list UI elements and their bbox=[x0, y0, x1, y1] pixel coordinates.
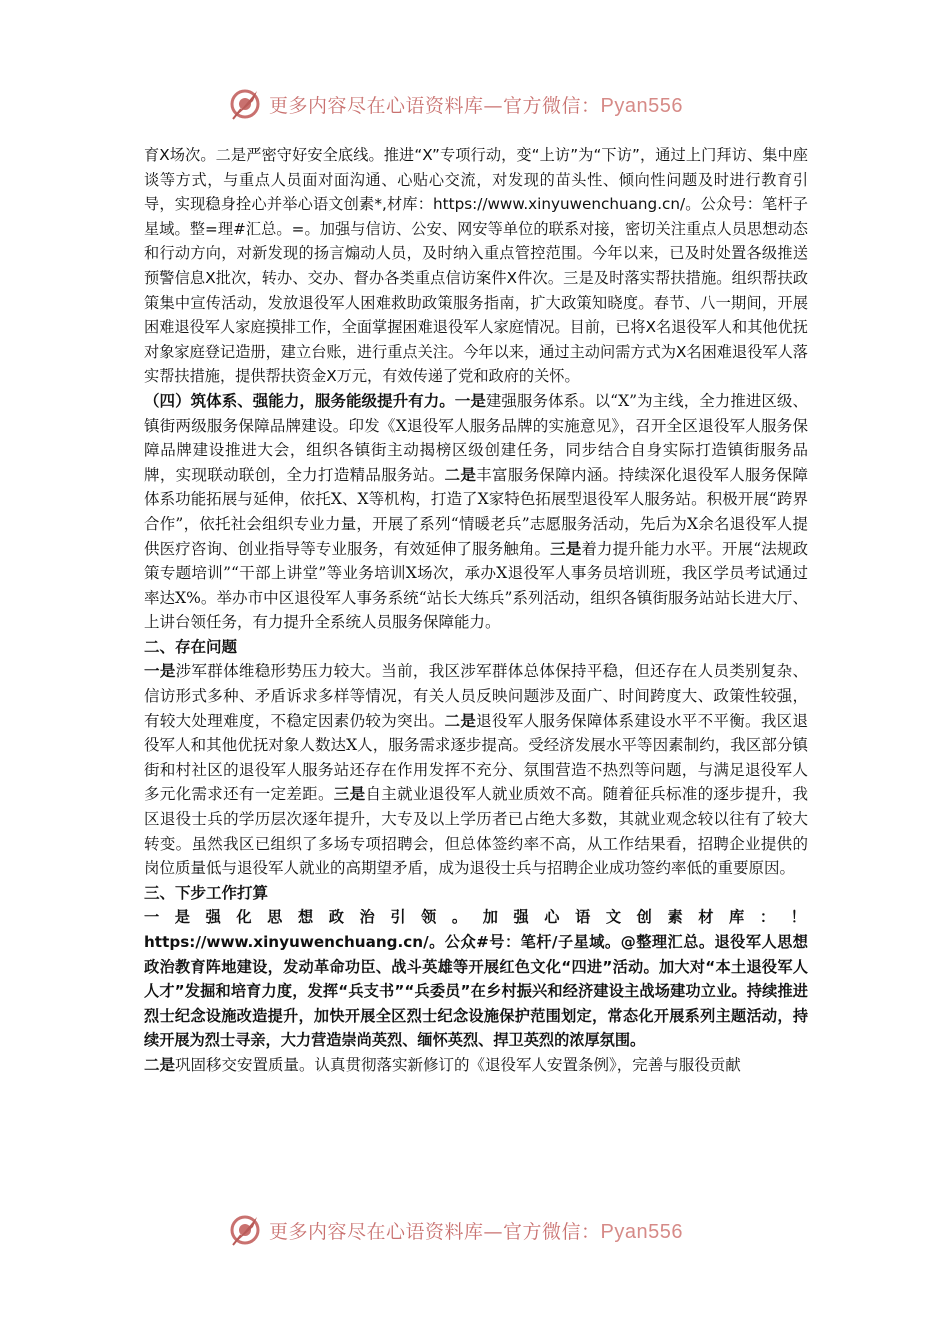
watermark-label: 更多内容尽在心语资料库—官方微信： bbox=[269, 94, 601, 117]
paragraph: 育X场次。二是严密守好安全底线。推进“X”专项行动，变“上访”为“下访”，通过上门拜访、集中座谈等方式，与重点人员面对面沟通、心贴心交流，对发现的苗头性、倾向性问题及时进行教育引导，实现稳身拴心并举心语文创素*,材库：https://www.xinyuwenchuang.cn/。公众号：笔杆子星域。整=理#汇总。=。加强与信访、公安、网安等单位的联系对接，密切关注重点人员思想动态和行动方向，对新发现的扬言煽动人员，及时纳入重点管控范围。今年以来，已及时处置各级推送预警信息X批次，转办、交办、督办各类重点信访案件X件次。三是及时落实帮扶措施。组织帮扶政策集中宣传活动，发放退役军人困难救助政策服务指南，扩大政策知晓度。春节、八一期间，开展困难退役军人家庭摸排工作，全面掌握困难退役军人家庭情况。目前，已将X名退役军人和其他优抚对象家庭登记造册，建立台账，进行重点关注。今年以来，通过主动问需方式为X名困难退役军人落实帮扶措施，提供帮扶资金X万元，有效传递了党和政府的关怀。 bbox=[144, 146, 808, 386]
quill-logo-icon bbox=[229, 1213, 263, 1247]
item-text: 退役军人服务保障体系建设水平不平衡。我区退役军人和其他优抚对象人数达X人，服务需求逐步提高。受经济发展水平等因素制约，我区部分镇街和村社区的退役军人服务站还存在作用发挥不充分、氛围营造不热烈等问题，与满足退役军人多元化需求还有一定差距。 bbox=[144, 711, 808, 804]
watermark-text bbox=[269, 91, 683, 118]
header-watermark bbox=[229, 84, 749, 124]
item-text: 一是强化思想政治引领。加强心语文创素材库：！ bbox=[144, 908, 808, 927]
item-text: 丰富服务保障内涵。持续深化退役军人服务保障体系功能拓展与延伸，依托X、X等机构，打造了X家特色拓展型退役军人服务站。积极开展“跨界合作”，依托社会组织专业力量，开展了系列“情暖老兵”志愿服务活动，先后为X余名退役军人提供医疗咨询、创业指导等专业服务，有效延伸了服务触角。 bbox=[144, 465, 808, 558]
wechat-id: Pyan556 bbox=[600, 1220, 683, 1243]
footer-watermark bbox=[229, 1210, 749, 1250]
item-text: 巩固移交安置质量。认真贯彻落实新修订的《退役军人安置条例》，完善与服役贡献 bbox=[175, 1055, 741, 1074]
item-text: 着力提升能力水平。开展“法规政策专题培训”“干部上讲堂”等业务培训X场次，承办X退役军人事务员培训班，我区学员考试通过率达X%。举办市中区退役军人事务系统“站长大练兵”系列活动，组织各镇街服务站站长进大厅、上讲台领任务，有力提升全系统人员服务保障能力。 bbox=[144, 539, 808, 632]
watermark-text bbox=[269, 1217, 683, 1244]
document-body bbox=[144, 143, 808, 1078]
item-lead: 三是 bbox=[333, 784, 366, 804]
quill-logo-icon bbox=[229, 87, 263, 121]
section-heading: 二、存在问题 bbox=[144, 636, 238, 656]
item-text: 涉军群体维稳形势压力较大。当前，我区涉军群体总体保持平稳，但还存在人员类别复杂、信访形式多种、矛盾诉求多样等情况，有关人员反映问题涉及面广、时间跨度大、政策性较强，有较大处理难度，不稳定因素仍较为突出。 bbox=[144, 662, 808, 730]
wechat-id: Pyan556 bbox=[600, 94, 683, 117]
item-lead: 三是 bbox=[550, 538, 582, 558]
item-lead: 二是 bbox=[144, 1054, 176, 1074]
item-text: 自主就业退役军人就业质效不高。随着征兵标准的逐步提升，我区退役士兵的学历层次逐年提升，大专及以上学历者已占绝大多数，其就业观念较以往有了较大转变。虽然我区已组织了多场专项招聘会，但总体签约率不高，从工作结果看，招聘企业提供的岗位质量低与退役军人就业的高期望矛盾，成为退役士兵与招聘企业成功签约率低的重要原因。 bbox=[144, 785, 808, 878]
item-lead: 二是 bbox=[444, 464, 477, 484]
paragraph bbox=[144, 905, 808, 1053]
item-lead: 二是 bbox=[444, 710, 477, 730]
paragraph bbox=[144, 659, 808, 880]
item-text: 建强服务体系。以“X”为主线，全力推进区级、镇街两级服务保障品牌建设。印发《X退役军人服务品牌的实施意见》，召开全区退役军人服务保障品牌建设推进大会，组织各镇街主动揭榜区级创建任务，同步结合自身实际打造镇街服务品牌，实现联动联创，全力打造精品服务站。 bbox=[144, 391, 808, 484]
watermark-label: 更多内容尽在心语资料库—官方微信： bbox=[269, 1220, 601, 1243]
paragraph bbox=[144, 389, 808, 635]
item-lead: 一是 bbox=[144, 661, 176, 681]
item-text: https://www.xinyuwenchuang.cn/。公众#号：笔杆/子星域。@整理汇总。退役军人思想政治教育阵地建设，发动革命功臣、战斗英雄等开展红色文化“四进”活动。加大对“本土退役军人人才”发掘和培育力度，发挥“兵支书”“兵委员”在乡村振兴和经济建设主战场建功立业。持续推进烈士纪念设施改造提升，加快开展全区烈士纪念设施保护范围划定，常态化开展系列主题活动，持续开展为烈士寻亲，大力营造崇尚英烈、缅怀英烈、捍卫英烈的浓厚氛围。 bbox=[144, 933, 808, 1050]
section-subheading: （四）筑体系、强能力，服务能级提升有力。 bbox=[144, 390, 455, 410]
item-lead: 一是 bbox=[454, 390, 486, 410]
section-heading: 三、下步工作打算 bbox=[144, 882, 269, 902]
paragraph bbox=[144, 1053, 808, 1078]
